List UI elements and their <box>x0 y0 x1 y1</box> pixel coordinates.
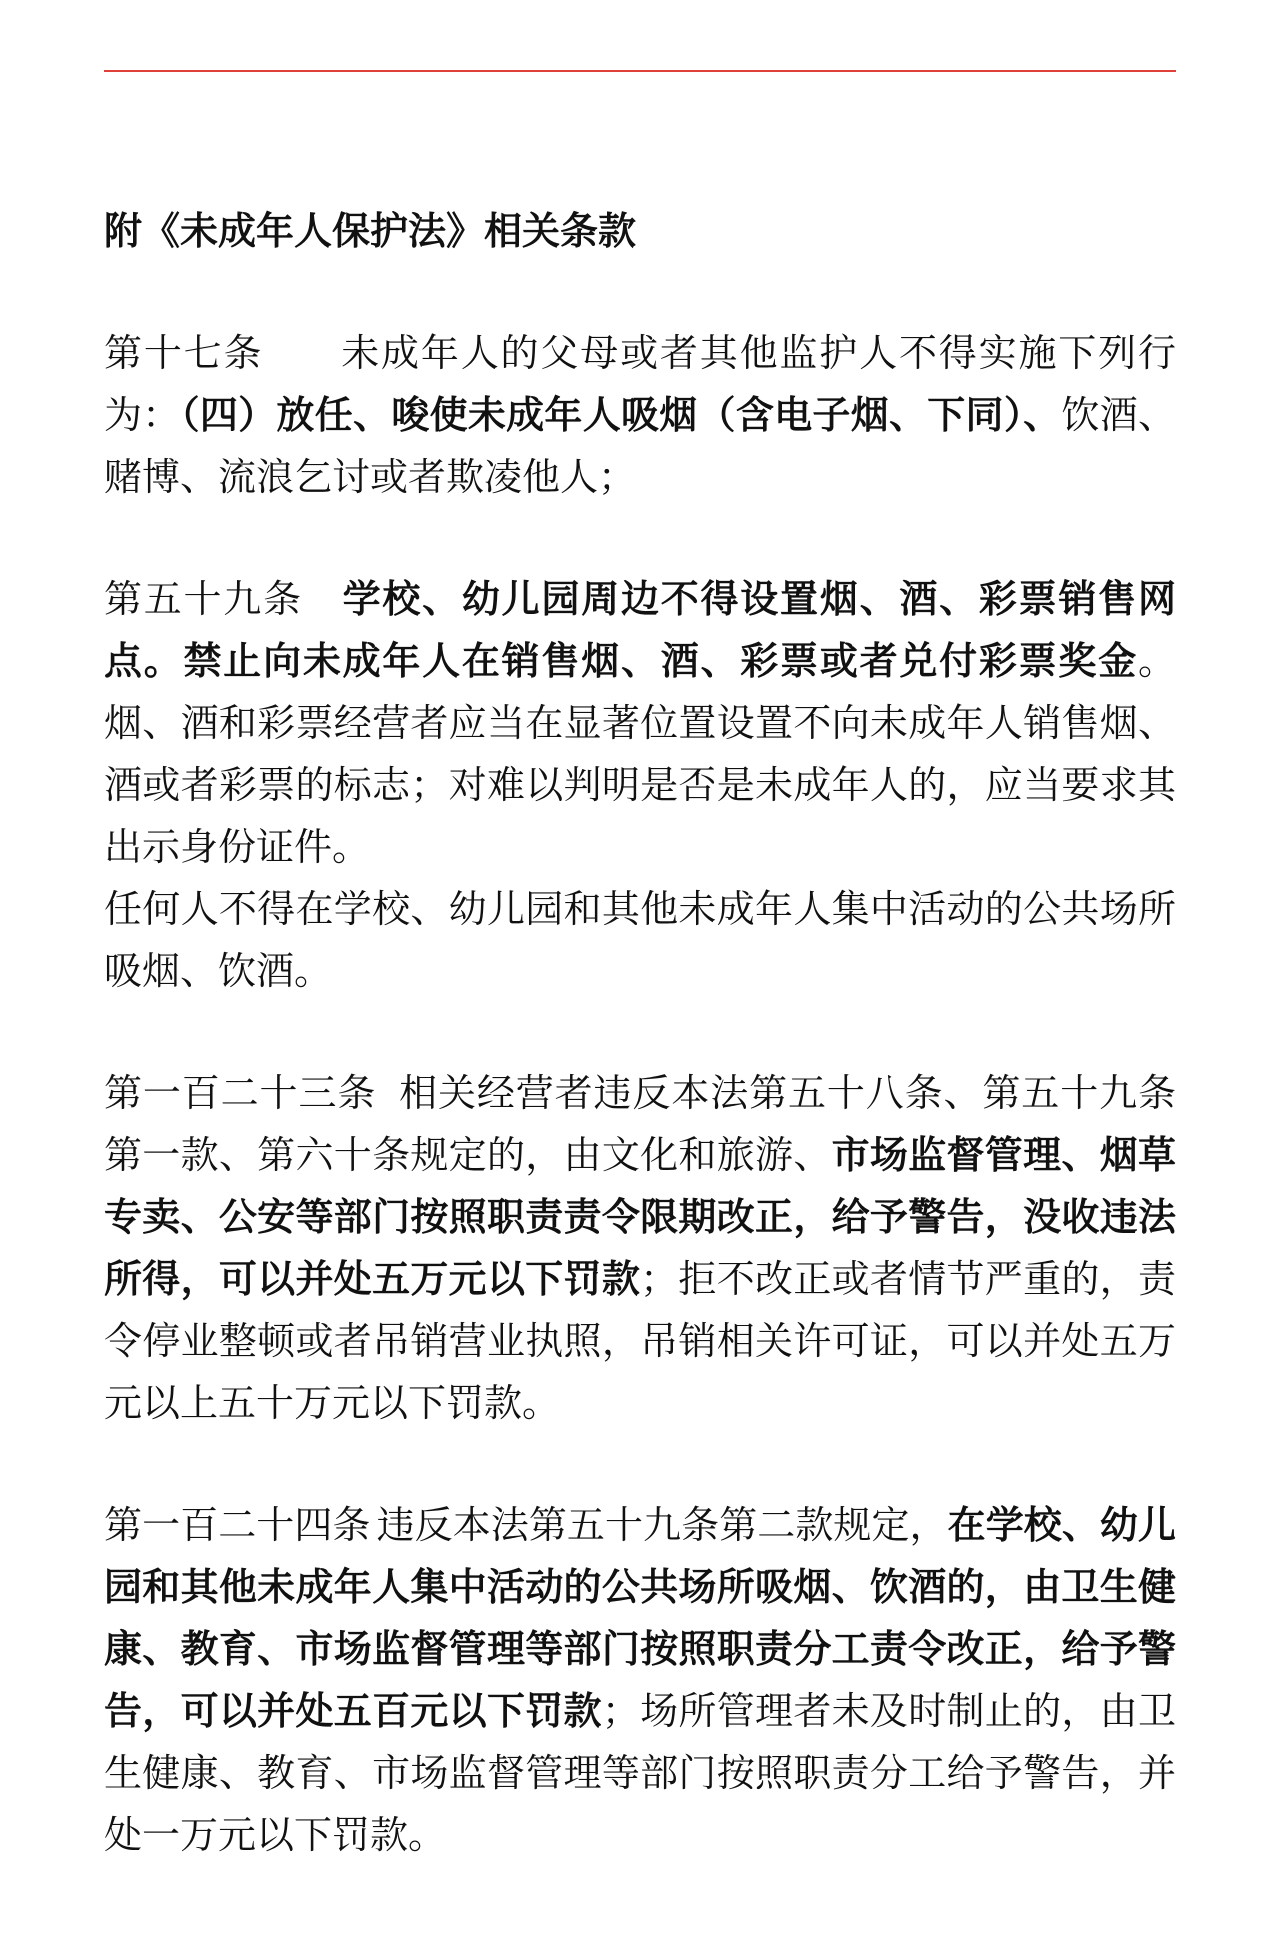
article-17 <box>104 322 1176 508</box>
document-body <box>104 200 1176 1866</box>
article-text: 饮酒、赌博、流浪乞讨或者欺凌他人； <box>104 393 1176 499</box>
article-123-paragraph <box>104 1062 1176 1434</box>
article-text: 未成年人的父母或者其他监护人不得实施下列行为： <box>104 331 1176 437</box>
article-59-paragraph-2: 任何人不得在学校、幼儿园和其他未成年人集中活动的公共场所吸烟、饮酒。 <box>104 887 1176 993</box>
article-number: 第一百二十四条 <box>104 1503 371 1547</box>
top-divider <box>104 70 1176 72</box>
article-59 <box>104 568 1176 1002</box>
article-text-bold: （四）放任、唆使未成年人吸烟（含电子烟、下同）、 <box>180 393 1062 437</box>
article-59-paragraph-1 <box>104 568 1176 878</box>
article-number: 第一百二十三条 <box>104 1071 377 1115</box>
article-124-paragraph <box>104 1494 1176 1866</box>
article-text-bold: 学校、幼儿园周边不得设置烟、酒、彩票销售网点。禁止向未成年人在销售烟、酒、彩票或者兑付彩票奖金 <box>104 577 1176 683</box>
article-text: 相关经营者违反本法第五十八条、第五十九条第一款、第六十条规定的，由文化和旅游、 <box>104 1071 1176 1177</box>
article-text: 。烟、酒和彩票经营者应当在显著位置设置不向未成年人销售烟、酒或者彩票的标志；对难以判明是否是未成年人的，应当要求其出示身份证件。 <box>104 639 1176 869</box>
article-text-bold: 市场监督管理、烟草专卖、公安等部门按照职责责令限期改正，给予警告，没收违法所得，可以并处五万元以下罚款 <box>104 1133 1176 1301</box>
article-text: 违反本法第五十九条第二款规定， <box>376 1503 948 1547</box>
article-123 <box>104 1062 1176 1434</box>
article-text: ；场所管理者未及时制止的，由卫生健康、教育、市场监督管理等部门按照职责分工给予警告，并处一万元以下罚款。 <box>104 1689 1176 1857</box>
document-heading: 附《未成年人保护法》相关条款 <box>104 209 637 253</box>
article-number: 第五十九条 <box>104 577 303 621</box>
article-number: 第十七条 <box>104 331 264 375</box>
article-text: ；拒不改正或者情节严重的，责令停业整顿或者吊销营业执照，吊销相关许可证，可以并处五万元以上五十万元以下罚款。 <box>104 1257 1176 1425</box>
article-124 <box>104 1494 1176 1866</box>
article-text-bold: 在学校、幼儿园和其他未成年人集中活动的公共场所吸烟、饮酒的，由卫生健康、教育、市场监督管理等部门按照职责分工责令改正，给予警告，可以并处五百元以下罚款 <box>104 1503 1176 1733</box>
article-17-paragraph <box>104 322 1176 508</box>
